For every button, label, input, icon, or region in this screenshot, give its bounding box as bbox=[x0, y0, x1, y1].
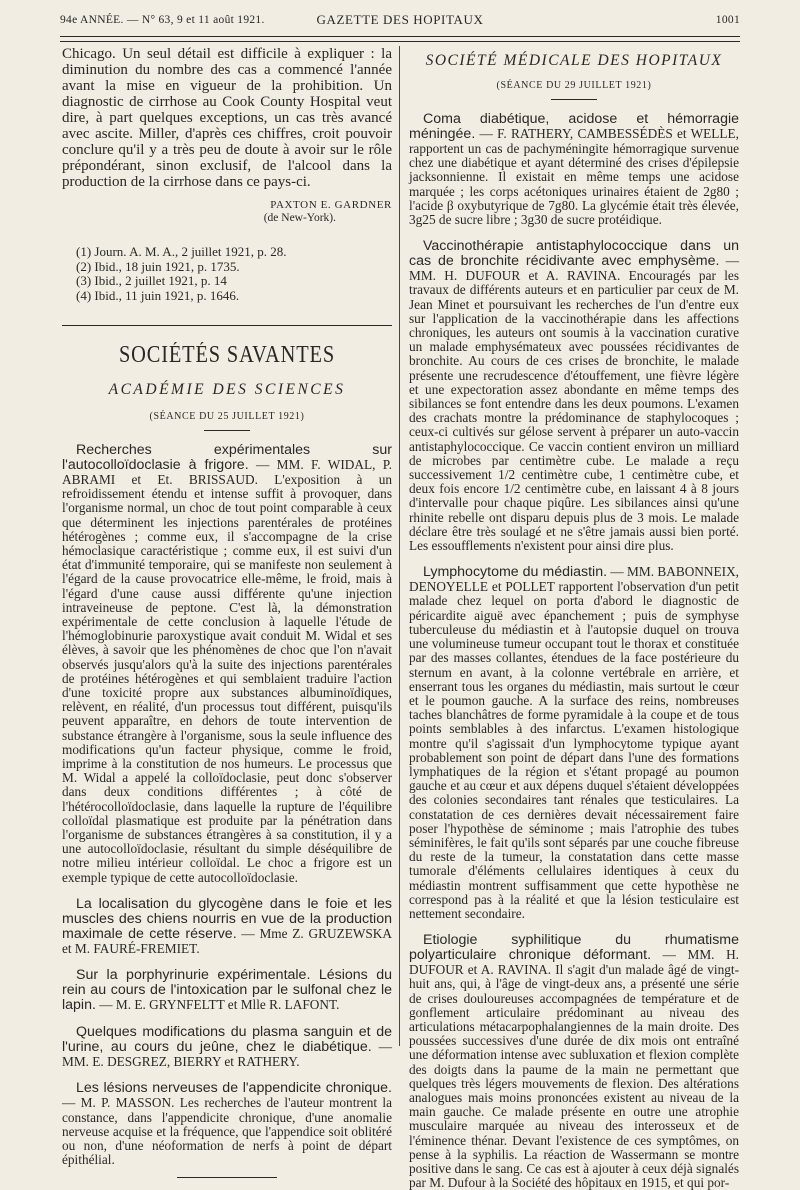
entry-body: — Mme Z. GRUZEWSKA et M. FAURÉ-FREMIET. bbox=[62, 925, 392, 956]
header-rule bbox=[60, 36, 740, 42]
short-rule bbox=[204, 430, 250, 431]
entry-heading: Lymphocytome du médiastin. bbox=[423, 564, 608, 581]
seance-date: (SÉANCE DU 25 JUILLET 1921) bbox=[149, 411, 305, 422]
entry-body: — MM. H. DUFOUR et A. RAVINA. Encouragés par les travaux de différents auteurs et en particulier par ceux de M. Jean Minet et poursuivant les recherches de l'un d'entre eux sur l'application de la vaccinothérapie dans les affections chroniques, les auteurs ont soumis à la vaccination curative un malade emphysémateux avec poussées récidivantes de bronchite. Au cours de ces crises de bronchite, le malade présente une recrudescence d'étouffement, une fièvre légère et une expectoration assez abondante en même temps des sibilances se font entendre dans les deux poumons. L'examen des crachats montre la prédominance de staphylocoques ; ceux-ci cultivés sur gélose servent à préparer un auto-vaccin antistaphylococcique. Ce vaccin contient environ un milliard de microbes par centimètre cube. Le malade a reçu successivement 1/2 centimètre cube, 1 centimètre cube, et deux fois encore 1/2 centimètre cube, en laissant 4 à 8 jours d'intervalle pour chaque piqûre. Les sibilances ainsi qu'une rhinite rebelle ont disparu depuis plus de 3 mois. Le malade déclare être très soulagé et ne s'être jamais aussi bien porté. Les essoufflements n'existent pour ainsi dire plus. bbox=[409, 253, 739, 554]
section-title: SOCIÉTÉS SAVANTES bbox=[118, 342, 336, 368]
reference-item: (3) Ibid., 2 juillet 1921, p. 14 bbox=[76, 273, 227, 288]
entry-heading: Coma diabétique, acidose et hémorragie méningée. bbox=[409, 111, 739, 142]
communication-entry bbox=[409, 565, 739, 921]
communication-entry bbox=[409, 112, 739, 227]
journal-title: GAZETTE DES HOPITAUX bbox=[316, 12, 484, 27]
communication-entry bbox=[62, 1025, 392, 1069]
page-number: 1001 bbox=[715, 14, 740, 26]
author-place: (de New-York). bbox=[263, 212, 336, 224]
entry-body: — MM. H. DUFOUR et A. RAVINA. Il s'agit d'un malade âgé de vingt-huit ans, qui, à l'âge de vingt-deux ans, a présenté une série de crises douloureuses accompagnées de température et de gonflement articulaire prédominant au niveau des articulations métacarpophalangiennes de la main droite. Des poussées successives d'une durée de dix mois ont entraîné une déformation intense avec subluxation et flexion complète des doigts dans la paume de la main ne permettant que quelques très légers mouvements de flexion. Des altérations analogues mais moins prononcées existent au niveau de la main gauche. Ce malade présente en outre une atrophie musculaire marquée au niveau des interosseux et de l'éminence thénar. Devant l'existence de ces symptômes, on pense à la syphilis. La réaction de Wassermann se montre positive dans le sang. Ce cas est à ajouter à ceux déjà signalés par M. Dufour à la Société des hôpitaux en 1915, et qui por- bbox=[409, 947, 740, 1190]
entry-heading: Les lésions nerveuses de l'appendicite chronique. bbox=[76, 1080, 392, 1097]
author-signature: PAXTON E. GARDNER bbox=[270, 199, 392, 211]
entry-heading: Sur la porphyrinurie expérimentale. Lésions du rein au cours de l'intoxication par le sulfonal chez le lapin. bbox=[62, 967, 392, 1014]
entry-body: — M. P. MASSON. Les recherches de l'auteur montrent la constance, dans l'appendicite chronique, d'une anomalie nerveuse acquise et la fréquence, que l'appendice soit oblitéré ou non, d'une néoformation de nerfs à point de départ épithélial. bbox=[62, 1095, 392, 1168]
article-conclusion: Chicago. Un seul détail est difficile à expliquer : la diminution du nombre des cas a commencé l'année avant la mise en vigueur de la prohibition. Un diagnostic de cirrhose au Cook County Hospital veut dire, à part quelques exceptions, un cas très avancé avec ascite. Miller, d'après ces chiffres, croit pouvoir conclure qu'il y a très peu de doute à avoir sur le rôle prépondérant, sinon exclusif, de l'alcool dans la production de la cirrhose dans ce pays-ci. bbox=[62, 46, 392, 190]
reference-item: (4) Ibid., 11 juin 1921, p. 1646. bbox=[76, 287, 240, 303]
issue-info: 94e ANNÉE. — N° 63, 9 et 11 août 1921. bbox=[60, 14, 265, 26]
section-rule bbox=[62, 325, 392, 326]
short-rule bbox=[551, 99, 597, 100]
references-list bbox=[62, 245, 392, 303]
column-divider bbox=[399, 46, 400, 1046]
communication-entry bbox=[409, 239, 739, 553]
communication-entry bbox=[62, 443, 392, 885]
entry-body: — F. RATHERY, CAMBESSÉDÈS et WELLE, rapportent un cas de pachyméningite hémorragique survenue chez une diabétique et ayant déterminé des crises d'épilepsie jacksonnienne. Il existait en même temps une acidose marquée ; les corps acétoniques urinaires étaient de 2g80 ; l'acide β oxybutyrique de 7g80. La glycémie était très élevée, 3g25 de sucre libre ; 3g30 de sucre protéidique. bbox=[409, 126, 739, 228]
entry-heading: Recherches expérimentales sur l'autocolloïdoclasie à frigore. bbox=[62, 442, 392, 473]
entry-body: — M. E. GRYNFELTT et Mlle R. LAFONT. bbox=[99, 997, 340, 1013]
entry-body: — MM. BABONNEIX, DENOYELLE et POLLET rapportent l'observation d'un petit malade chez lequel on porta d'abord le diagnostic de péricardite aiguë avec épanchement ; puis de symphyse tuberculeuse du médiastin et à l'autopsie duquel on trouva une volumineuse tumeur occupant tout le thorax et constituée par des masses collantes, étendues de la face postérieure du sternum en avant, à la colonne vertébrale en arrière, et enserrant tous les organes du médiastin, mais surtout le cœur et le poumon gauche. A la surface des reins, nombreuses taches blanchâtres de forme pyramidale à la coupe et de tous points semblables à des infarctus. L'examen histologique montre qu'il s'agissait d'un lymphocytome typique ayant probablement son point de départ dans l'une des formations lymphatiques de la région et s'étant propagé au poumon gauche et au cœur et aux dépens duquel s'étaient développées des colonies secondaires tant rénales que testiculaires. La constatation de ces dernières devait nécessairement faire poser l'hypothèse de séminome ; mais l'atrophie des tubes séminifères, le fait qu'ils sont séparés par une couche fibreuse du reste de la tumeur, la constatation dans cette masse tumorale d'éléments cellulaires identiques à ceux du médiastin montrent suffisamment que cette hypothèse ne correspond pas à la réalité et que la lésion testiculaire est nettement secondaire. bbox=[409, 564, 739, 921]
right-column bbox=[409, 46, 739, 1190]
entry-heading: Vaccinothérapie antistaphylococcique dans un cas de bronchite récidivante avec emphysème. bbox=[409, 238, 739, 270]
communication-entry bbox=[409, 933, 739, 1190]
page-header bbox=[60, 12, 740, 30]
entry-heading: La localisation du glycogène dans le foie et les muscles des chiens nourris en vue de la production maximale de cette réserve. bbox=[62, 895, 392, 942]
seance-date: (SÉANCE DU 29 JUILLET 1921) bbox=[496, 80, 652, 91]
academy-title: ACADÉMIE DES SCIENCES bbox=[108, 381, 346, 398]
entry-body: — MM. E. DESGREZ, BIERRY et RATHERY. bbox=[62, 1039, 392, 1070]
entry-heading: Etiologie syphilitique du rhumatisme polyarticulaire chronique déformant. bbox=[409, 932, 739, 964]
communication-entry bbox=[62, 897, 392, 956]
entry-body: — MM. F. WIDAL, P. ABRAMI et Et. BRISSAUD. L'exposition à un refroidissement étendu et intense suffit à provoquer, dans l'organisme normal, un choc de tout point comparable à ceux que déterminent les injections parentérales de protéines hétérogènes ; comme eux, il s'accompagne de la crise hémoclasique caractéristique ; comme eux, il est suivi d'un état d'immunité temporaire, qui se manifeste non seulement à l'égard de la cause provocatrice elle-même, le froid, mais à l'égard d'une cause aussi différente qu'une injection intraveineuse de peptone. C'est là, la démonstration expérimentale de cette conclusion à laquelle l'étude de l'hémoglobinurie paroxystique avait conduit M. Widal et ses élèves, à savoir que les phénomènes de choc que l'on n'avait observés jusqu'alors qu'à la suite des injections parentérales de protéines hétérogènes et qui semblaient traduire l'action d'une toxicité propre aux substances albuminoïdiques, relèvent, en réalité, d'un processus tout différent, puisqu'ils peuvent apparaître, en dehors de toute intervention de substance étrangère à l'organisme, sous la seule influence des modifications qu'un facteur physique, comme le froid, imprime à la constitution de nos humeurs. Le processus que M. Widal a appelé la colloïdoclasie, peut donc s'observer dans deux conditions différentes ; à côté de l'hétérocolloïdoclasie, dans laquelle la rupture de l'équilibre colloïdal plasmatique est produite par la pénétration dans l'organisme de substances étrangères à sa constitution, il y a une autocolloïdoclasie, résultant du simple déséquilibre de notre milieu intérieur colloïdal. Le choc a frigore est un exemple typique de cette autocolloïdoclasie. bbox=[62, 457, 393, 885]
entry-heading: Quelques modifications du plasma sanguin et de l'urine, au cours du jeûne, chez le diabétique. bbox=[62, 1024, 392, 1056]
communication-entry bbox=[62, 968, 392, 1013]
society-title: SOCIÉTÉ MÉDICALE DES HOPITAUX bbox=[425, 52, 723, 69]
reference-item: (1) Journ. A. M. A., 2 juillet 1921, p. 28. bbox=[76, 244, 287, 259]
reference-item: (2) Ibid., 18 juin 1921, p. 1735. bbox=[76, 258, 240, 274]
communication-entry bbox=[62, 1081, 392, 1167]
end-rule bbox=[177, 1177, 277, 1178]
left-column bbox=[62, 46, 392, 1178]
